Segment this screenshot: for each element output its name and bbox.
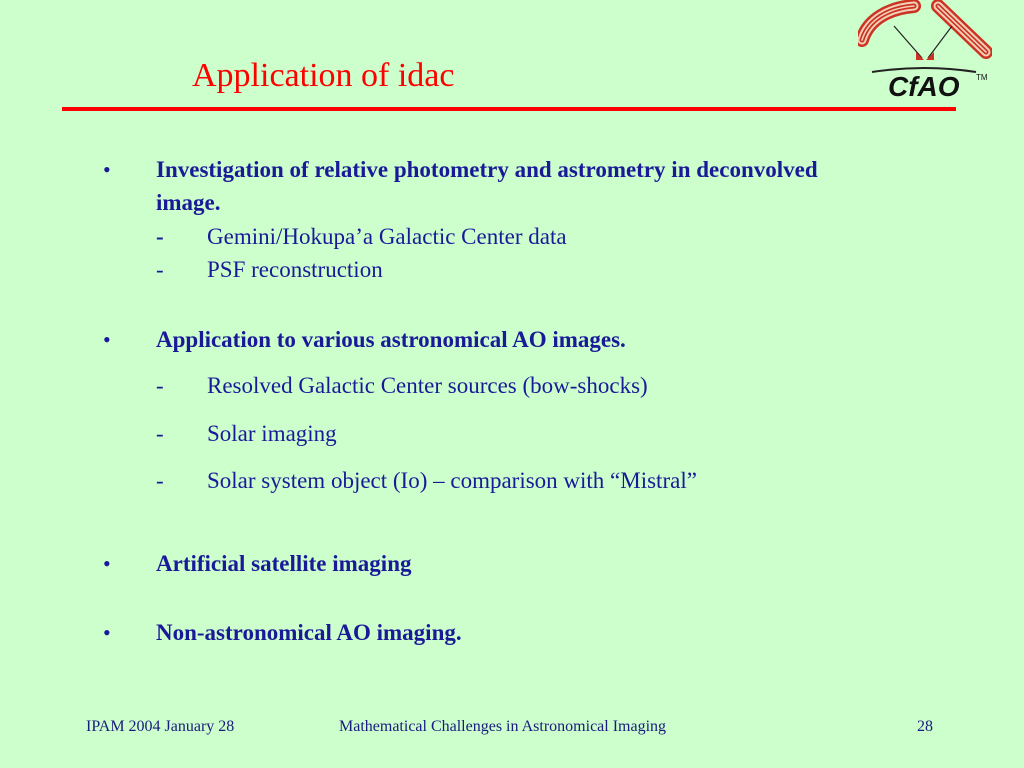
logo-right-stripe bbox=[938, 6, 986, 52]
footer-date: IPAM 2004 January 28 bbox=[86, 718, 235, 735]
bullet-photometry: Investigation of relative photometry and astrometry in deconvolved image. bbox=[156, 157, 818, 215]
bullet-marker: • bbox=[103, 157, 111, 182]
bullet-satellite: Artificial satellite imaging bbox=[156, 551, 412, 576]
bullet-non-astronomical: Non-astronomical AO imaging. bbox=[156, 620, 462, 645]
footer-title: Mathematical Challenges in Astronomical Imaging bbox=[339, 718, 667, 735]
bullet-marker: • bbox=[103, 551, 111, 576]
logo-left-stripe bbox=[862, 6, 914, 40]
sub-item-solar-imaging: Solar imaging bbox=[207, 421, 337, 446]
sub-dash: - bbox=[156, 257, 164, 282]
logo-wordmark: CfAO bbox=[888, 71, 960, 102]
slide-title: Application of idac bbox=[192, 57, 455, 94]
logo-beams bbox=[894, 26, 952, 58]
sub-dash: - bbox=[156, 224, 164, 249]
logo-trademark: TM bbox=[976, 73, 988, 82]
sub-dash: - bbox=[156, 468, 164, 493]
sub-item-galactic-center: Resolved Galactic Center sources (bow-shocks) bbox=[207, 373, 648, 398]
sub-dash: - bbox=[156, 421, 164, 446]
footer-page-number: 28 bbox=[917, 718, 933, 735]
title-underline bbox=[62, 107, 956, 111]
sub-item-psf: PSF reconstruction bbox=[207, 257, 383, 282]
sub-dash: - bbox=[156, 373, 164, 398]
sub-item-gemini: Gemini/Hokupa’a Galactic Center data bbox=[207, 224, 567, 249]
bullet-marker: • bbox=[103, 620, 111, 645]
bullet-marker: • bbox=[103, 327, 111, 352]
cfao-logo bbox=[858, 0, 992, 104]
bullet-application: Application to various astronomical AO images. bbox=[156, 327, 626, 352]
sub-item-io: Solar system object (Io) – comparison with “Mistral” bbox=[207, 468, 697, 493]
